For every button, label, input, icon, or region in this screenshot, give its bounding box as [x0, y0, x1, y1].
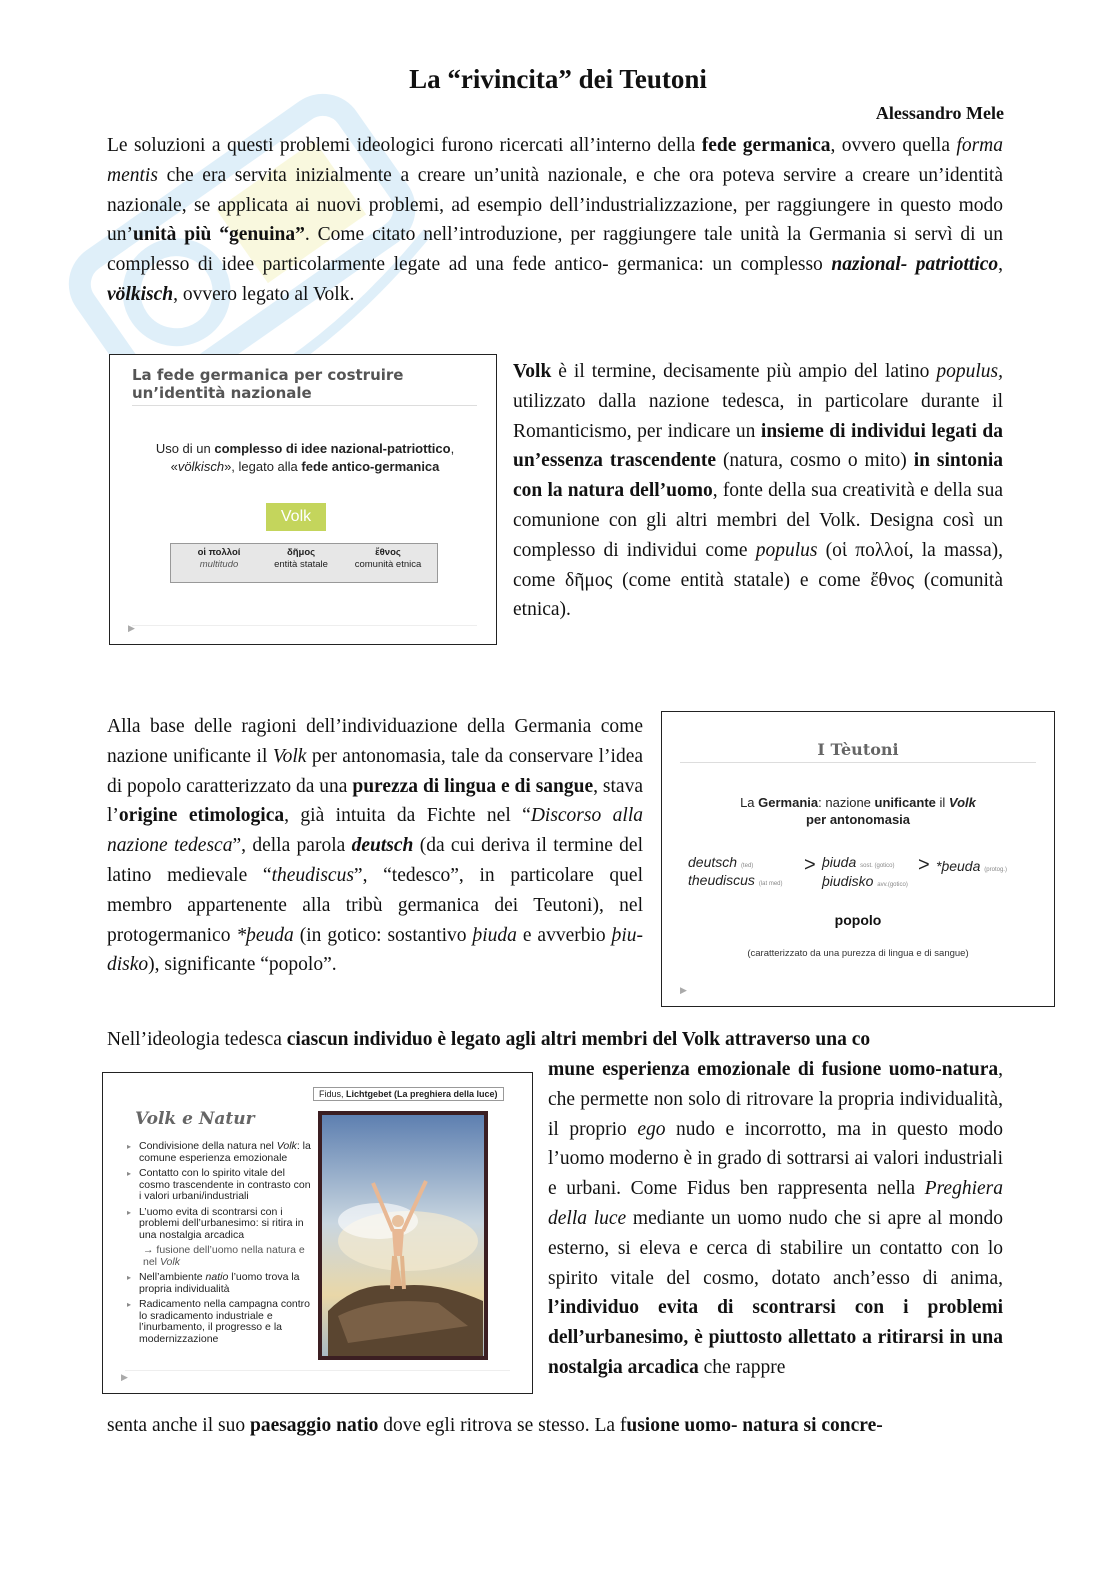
word-deutsch: deutsch (ted) [688, 854, 754, 870]
paragraph-ideology-body: mune esperienza emozionale di fusione uomo-natura, che permette non solo di ritrovare la propria individualità, il proprio ego nudo e incorrotto, ma in questo modo l’uomo moderno è in grado di sottrarsi ai valori industriali e urbani. Come Fidus ben rappresenta nella Preghiera della luce mediante un uomo nudo che si apre al mondo esterno, si eleva e cerca di stabilire un contatto con lo spirito vitale del cosmo, dotato anch’esso di anima, l’individuo evita di scontrarsi con i problemi dell’urbanesimo, è piuttosto allettato a ritirarsi in una nostalgia arcadica che rappre [548, 1059, 1004, 1378]
word-thiuda: þiuda sost. (gotico) [822, 854, 895, 870]
painting-caption: Fidus, Lichtgebet (La preghiera della luce) [313, 1087, 504, 1101]
slide-bullet-list [125, 1141, 315, 1349]
document-title: La “rivincita” dei Teutoni [409, 64, 707, 94]
slide-divider [680, 762, 1036, 763]
slide-body: Uso di un complesso di idee nazional-patriottico, «völkisch», legato alla fede antico-germanica [155, 441, 455, 474]
play-icon[interactable]: ▶ [680, 985, 687, 995]
word-theuda: *þeuda (protog.) [936, 858, 1007, 874]
slide-note: (caratterizzato da una purezza di lingua e di sangue) [747, 948, 969, 959]
word-popolo: popolo [834, 912, 882, 928]
word-theudiscus: theudiscus (lat med) [688, 872, 783, 888]
volk-badge: Volk [266, 503, 326, 531]
play-icon[interactable]: ▶ [121, 1372, 128, 1382]
table-cell: οἱ πολλοί multitudo [197, 547, 241, 570]
paragraph-etymology: Alla base delle ragioni dell’individuazione della Germania come nazione unificante il Volk per antonomasia, tale da conservare l’idea di popolo caratterizzato da una purezza di lingua e di sangue, stava l’origine etimologica, già intuita da Fichte nel “Discorso alla nazione tedesca”, della parola deutsch (da cui deriva il termine del latino medievale “theudiscus”, “tedesco”, in particolare quel membro appartenente alla tribù germanica dei Teutoni), nel protogermanico *þeuda (in gotico: sostantivo þiuda e avverbio þiudisko), significante “popolo”. [107, 716, 644, 976]
paragraph-ideology-line: Nell’ideologia tedesca ciascun individuo è legato agli altri membri del Volk attraverso una co [107, 1029, 871, 1050]
paragraph-intro: Le soluzioni a questi problemi ideologici furono ricercati all’interno della fede germanica, ovvero quella forma mentis che era servita inizialmente a creare un’unità nazionale, e che ora poteva servire a creare un’identità nazionale, se applicata ai nuovi problemi, ad esempio dell’industrializzazione, per raggiungere in questo modo un’unità più “genuina”. Come citato nell’introduzione, per raggiungere tale unità la Germania si servì di un complesso di idee particolarmente legate ad una fede antico- germanica: un complesso nazional- patriottico, völkisch, ovvero legato al Volk. [107, 135, 1003, 305]
list-item: ▸ Condivisione della natura nel Volk: la comune esperienza emozionale [125, 1141, 315, 1164]
slide-fede-germanica [109, 354, 497, 645]
derivation-arrow: > [804, 854, 816, 876]
list-item: → fusione dell’uomo nella natura e nel Volk [143, 1244, 305, 1268]
slide-teutoni [661, 711, 1055, 1007]
paragraph-volk-definition: Volk è il termine, decisamente più ampio del latino populus, utilizzato dalla nazione tedesca, in particolare durante il Romanticismo, per indicare un insieme di individui legati da un’essenza trascendente (natura, cosmo o mito) in sintonia con la natura dell’uomo, fonte della sua creatività e della sua comunione con gli altri membri del Volk. Designa così un complesso di individui come populus (οἱ πολλοί, la massa), come δῆμος (come entità statale) e come ἔθνος (comunità etnica). [513, 361, 1003, 621]
list-item: ▸ L’uomo evita di scontrarsi con i problemi dell’urbanesimo: si ritira in una nostalgia arcadica [125, 1207, 315, 1242]
table-cell: ἔθνος comunità etnica [354, 547, 422, 570]
slide-divider [132, 405, 477, 406]
slide-title: I Tèutoni [817, 740, 899, 759]
slide-volk-natur [102, 1072, 533, 1394]
author-name: Alessandro Mele [875, 103, 1004, 123]
list-item: ▸ Radicamento nella campagna contro lo sradicamento industriale e l’inurbamento, il progresso e la modernizzazione [125, 1299, 315, 1345]
slide-divider [125, 1370, 510, 1371]
fidus-lichtgebet-painting [318, 1111, 488, 1360]
list-item: ▸ Nell’ambiente natio l’uomo trova la propria individualità [125, 1272, 315, 1295]
table-cell: δῆμος entità statale [274, 547, 328, 570]
slide-title: Volk e Natur [135, 1109, 255, 1129]
derivation-arrow: > [918, 854, 930, 876]
list-item: ▸ Contatto con lo spirito vitale del cosmo trascendente in contrasto con i valori urbani/industriali [125, 1168, 315, 1203]
play-icon[interactable]: ▶ [128, 623, 135, 633]
slide-divider [132, 625, 477, 626]
word-thiudisko: þiudisko avv.(gotico) [822, 873, 908, 889]
volk-terms-table [170, 543, 438, 583]
slide-title: La fede germanica per costruire un’identità nazionale [132, 366, 404, 402]
slide-body: La Germania: nazione unificante il Volk per antonomasia [740, 795, 976, 827]
paragraph-ideology-end: senta anche il suo paesaggio natio dove egli ritrova se stesso. La fusione uomo- natura si concre- [107, 1415, 883, 1436]
